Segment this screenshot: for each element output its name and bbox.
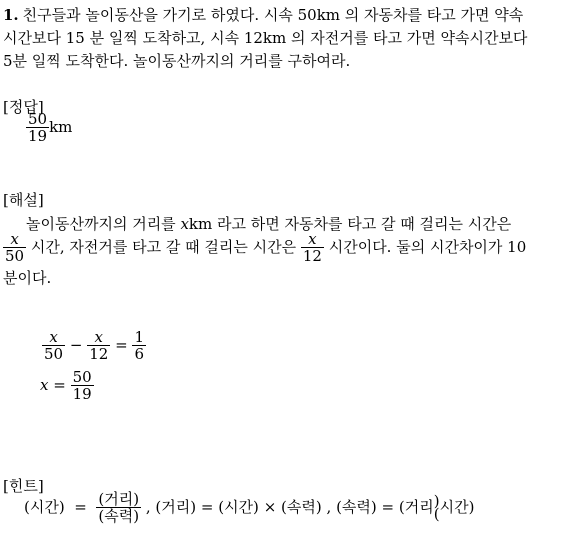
hint-fraction — [96, 492, 141, 524]
problem-number: 1. — [3, 6, 19, 24]
answer-heading: [정답] — [3, 98, 44, 116]
solution-f2-numerator: x — [308, 230, 317, 248]
solution-line-1 — [26, 213, 511, 234]
hint-dist-1: (거리) — [98, 490, 140, 508]
hint-time-2: (시간) — [218, 498, 259, 516]
eq2-var-x: x — [40, 376, 49, 394]
solution-text-b: km 라고 하면 자동차를 타고 갈 때 걸리는 시간은 — [188, 215, 512, 233]
eq1-f2-numerator: x — [94, 328, 104, 346]
problem-line-2: 시간보다 15 분 일찍 도착하고, 시속 12km 의 자전거를 타고 가면 약속시간보다 — [3, 29, 528, 47]
hint-eq-2: = — [200, 498, 214, 516]
eq1-f1-denominator: 50 — [44, 345, 64, 363]
eq2-fraction — [71, 370, 94, 402]
problem-line-3: 5분 일찍 도착한다. 놀이동산까지의 거리를 구하여라. — [3, 52, 351, 70]
hint-heading: [힌트] — [3, 477, 44, 495]
eq1-equals: = — [115, 336, 128, 354]
eq1-f3-numerator: 1 — [134, 328, 145, 346]
eq1-fraction-1 — [42, 330, 65, 362]
hint-time-1: (시간) — [24, 498, 65, 516]
hint-formulas — [24, 492, 474, 524]
hint-eq-3: = — [381, 498, 395, 516]
solution-f1-numerator: x — [10, 230, 19, 248]
hint-paren-top: ) — [433, 491, 440, 510]
solution-line-3: 분이다. — [3, 269, 52, 287]
hint-time-3: 시간) — [439, 498, 475, 516]
answer-denominator: 19 — [28, 127, 48, 145]
answer-unit: km — [49, 118, 73, 136]
solution-text-end: 시간이다. 둘의 시간차이가 10 — [323, 238, 527, 256]
solution-f1-denominator: 50 — [5, 247, 25, 265]
hint-sep-1: , — [145, 498, 151, 516]
eq1-f2-denominator: 12 — [89, 345, 109, 363]
solution-fraction-2 — [301, 232, 324, 264]
solution-var-x: x — [180, 215, 189, 233]
hint-times: × — [263, 498, 277, 516]
answer-value — [26, 112, 72, 144]
eq1-fraction-3 — [132, 330, 146, 362]
eq2-equals: = — [53, 376, 66, 394]
problem-text-1: 친구들과 놀이동산을 가기로 하였다. 시속 50km 의 자동차를 타고 가면 약속 — [22, 6, 524, 24]
hint-speed-1: (속력) — [98, 507, 140, 525]
problem-line-1 — [3, 4, 523, 25]
hint-eq-1: = — [74, 498, 87, 516]
answer-fraction — [26, 112, 49, 144]
eq2-denominator: 19 — [72, 385, 92, 403]
solution-f2-denominator: 12 — [302, 247, 322, 265]
hint-dist-2: (거리) — [155, 498, 197, 516]
eq1-f3-denominator: 6 — [134, 345, 145, 363]
solution-heading: [해설] — [3, 191, 44, 209]
equation-2 — [40, 370, 94, 402]
solution-text-mid: 시간, 자전거를 타고 갈 때 걸리는 시간은 — [26, 238, 301, 256]
solution-fraction-1 — [3, 232, 26, 264]
eq2-numerator: 50 — [72, 368, 92, 386]
solution-text-a: 놀이동산까지의 거리를 — [26, 215, 181, 233]
hint-speed-3: (속력) — [336, 498, 377, 516]
eq1-f1-numerator: x — [49, 328, 58, 346]
eq1-fraction-2 — [87, 330, 110, 362]
answer-numerator: 50 — [28, 110, 48, 128]
hint-paren-bottom: ( — [433, 505, 440, 523]
hint-dist-3: (거리 — [398, 498, 434, 516]
hint-sep-2: , — [326, 498, 332, 516]
hint-speed-2: (속력) — [281, 498, 322, 516]
equation-1 — [42, 330, 146, 362]
eq1-minus: − — [69, 336, 83, 354]
solution-line-2 — [3, 232, 526, 264]
